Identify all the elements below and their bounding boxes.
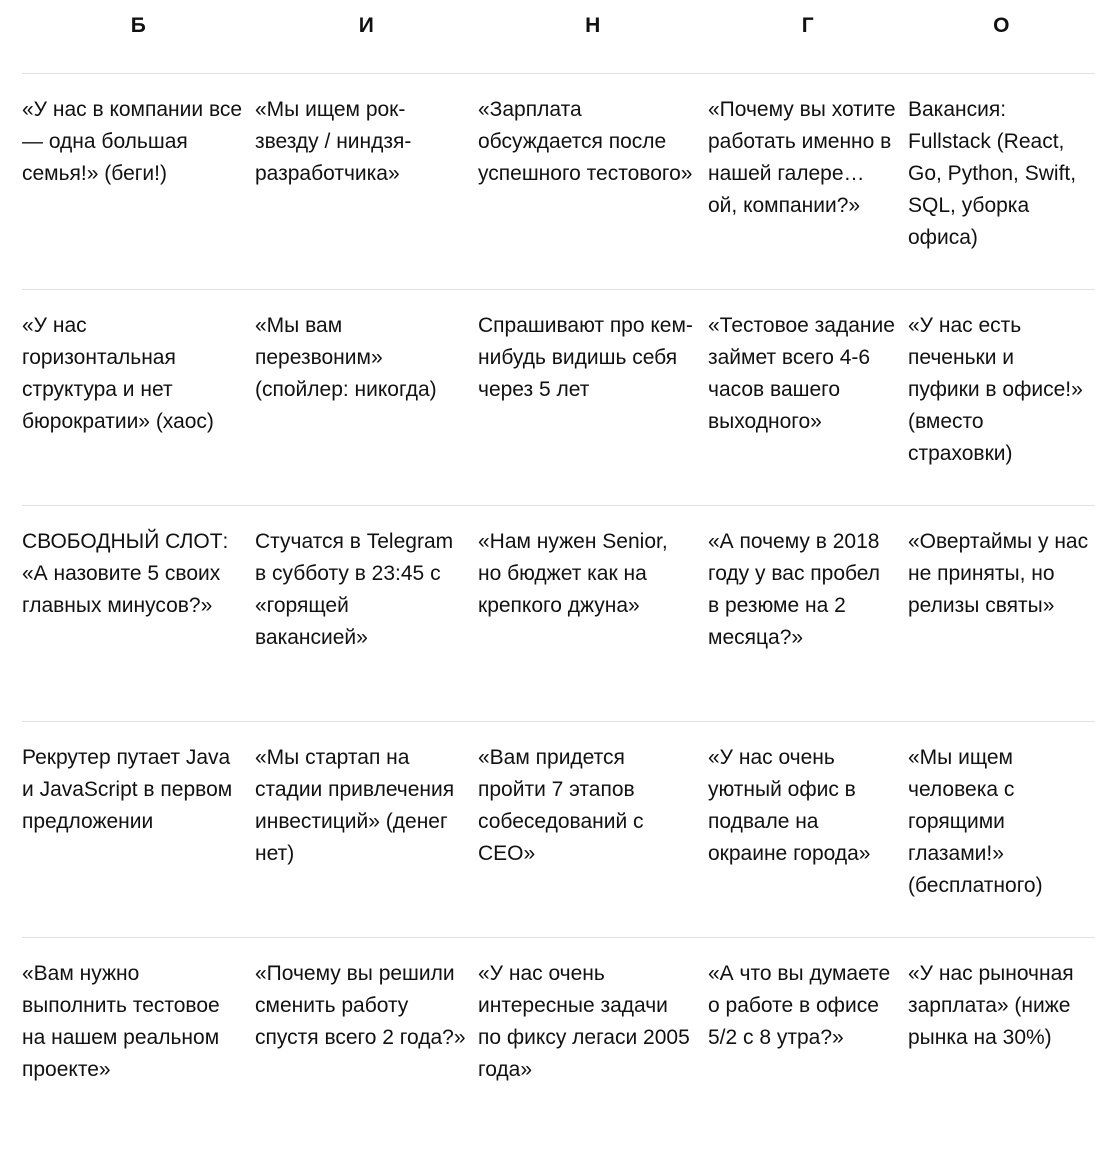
bingo-row xyxy=(22,505,1095,721)
column-header-i: И xyxy=(255,0,478,73)
bingo-cell: «У нас рыночная зарплата» (ниже рынка на 30%) xyxy=(908,961,1074,1049)
bingo-row xyxy=(22,937,1095,1153)
column-header-g: Г xyxy=(708,0,908,73)
bingo-cell: Стучатся в Telegram в субботу в 23:45 с «горящей вакансией» xyxy=(255,505,478,721)
bingo-cell: Спрашивают про кем-нибудь видишь себя через 5 лет xyxy=(478,289,708,505)
bingo-cell: «Мы вам перезвоним» (спойлер: никогда) xyxy=(255,289,478,505)
bingo-cell: «А что вы думаете о работе в офисе 5/2 с 8 утра?» xyxy=(708,961,891,1049)
bingo-cell: «Мы ищем рок-звезду / ниндзя-разработчика» xyxy=(255,73,478,289)
bingo-cell: «У нас горизонтальная структура и нет бюрократии» (хаос) xyxy=(22,289,255,505)
bingo-cell-free-slot: СВОБОДНЫЙ СЛОТ: «А назовите 5 своих главных минусов?» xyxy=(22,505,255,721)
bingo-cell: «А почему в 2018 году у вас пробел в резюме на 2 месяца?» xyxy=(708,505,908,721)
bingo-cell: «Мы стартап на стадии привлечения инвестиций» (денег нет) xyxy=(255,721,478,937)
header-row xyxy=(22,0,1095,73)
bingo-header xyxy=(22,0,1095,73)
bingo-cell: «Вам придется пройти 7 этапов собеседований с CEO» xyxy=(478,721,708,937)
bingo-cell: «Вам нужно выполнить тестовое на нашем реальном проекте» xyxy=(22,961,220,1081)
bingo-row xyxy=(22,73,1095,289)
bingo-cell: «Овертаймы у нас не приняты, но релизы святы» xyxy=(908,505,1095,721)
bingo-cell: «Нам нужен Senior, но бюджет как на крепкого джуна» xyxy=(478,505,708,721)
bingo-cell: «Почему вы решили сменить работу спустя всего 2 года?» xyxy=(255,961,466,1049)
column-header-b: Б xyxy=(22,0,255,73)
bingo-cell: «Почему вы хотите работать именно в нашей галере… ой, компании?» xyxy=(708,73,908,289)
bingo-cell: «Зарплата обсуждается после успешного тестового» xyxy=(478,73,708,289)
bingo-row xyxy=(22,289,1095,505)
bingo-cell: «У нас есть печеньки и пуфики в офисе!» (вместо страховки) xyxy=(908,289,1095,505)
bingo-cell: «У нас в компании все — одна большая семья!» (беги!) xyxy=(22,73,255,289)
bingo-row xyxy=(22,721,1095,937)
bingo-grid xyxy=(22,73,1095,1153)
bingo-cell: Вакансия: Fullstack (React, Go, Python, Swift, SQL, уборка офиса) xyxy=(908,73,1095,289)
bingo-cell: «У нас очень уютный офис в подвале на окраине города» xyxy=(708,721,908,937)
bingo-cell: Рекрутер путает Java и JavaScript в первом предложении xyxy=(22,721,255,937)
bingo-cell: «Мы ищем человека с горящими глазами!» (бесплатного) xyxy=(908,721,1095,937)
column-header-o: О xyxy=(908,0,1095,73)
bingo-cell: «У нас очень интересные задачи по фиксу легаси 2005 года» xyxy=(478,961,690,1081)
column-header-n: Н xyxy=(478,0,708,73)
bingo-cell: «Тестовое задание займет всего 4-6 часов вашего выходного» xyxy=(708,289,908,505)
bingo-card-table xyxy=(22,0,1095,1153)
